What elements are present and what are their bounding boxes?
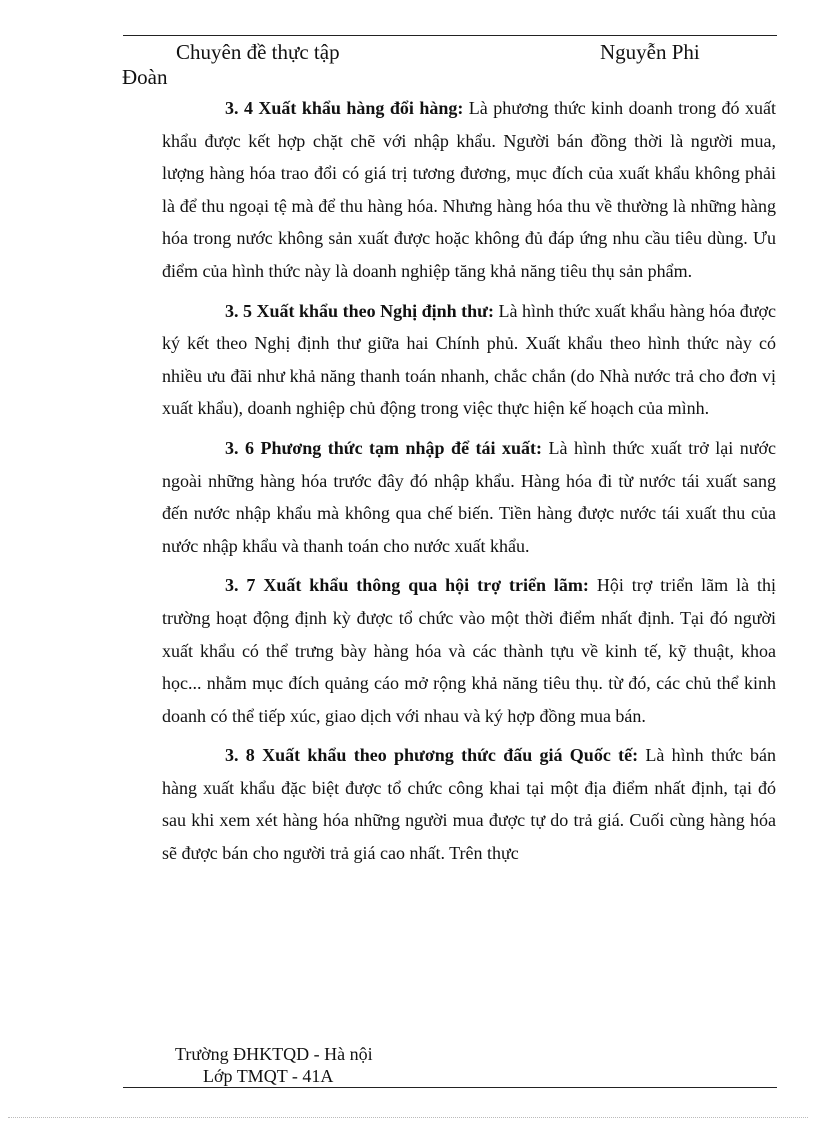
section-3-6 — [162, 432, 776, 562]
header-rule — [123, 35, 777, 36]
section-3-8 — [162, 739, 776, 869]
section-3-7 — [162, 569, 776, 732]
page-edge-dotted-line — [8, 1117, 808, 1118]
header-author: Nguyễn Phi — [600, 40, 700, 64]
header-author-continuation: Đoàn — [122, 65, 168, 89]
section-text: Hội trợ triển lãm là thị trường hoạt động định kỳ được tổ chức vào một thời điểm nhất định. Tại đó người xuất khẩu có thể trưng bày hàng hóa và các thành tựu về kinh tế, kỹ thuật, khoa học... nhằm mục đích quảng cáo mở rộng khả năng tiêu thụ. từ đó, các chủ thể kinh doanh có thể tiếp xúc, giao dịch với nhau và ký hợp đồng mua bán. — [162, 575, 777, 726]
footer-class: Lớp TMQT - 41A — [203, 1066, 334, 1086]
document-body — [162, 92, 776, 877]
section-heading: 3. 8 Xuất khẩu theo phương thức đấu giá Quốc tế: — [225, 745, 639, 766]
header-title: Chuyên đề thực tập — [176, 40, 340, 64]
section-3-5 — [162, 295, 776, 425]
section-text: Là phương thức kinh doanh trong đó xuất khẩu được kết hợp chặt chẽ với nhập khẩu. Người bán đồng thời là người mua, lượng hàng hóa trao đổi có giá trị tương đương, mục đích của xuất khẩu không phải là để thu ngoại tệ mà để thu hàng hóa. Nhưng hàng hóa thu về thường là những hàng hóa trong nước không sản xuất được hoặc không đủ đáp ứng nhu cầu tiêu dùng. Ưu điểm của hình thức này là doanh nghiệp tăng khả năng tiêu thụ sản phẩm. — [162, 98, 776, 281]
section-3-4 — [162, 92, 776, 288]
section-text: Là hình thức xuất trở lại nước ngoài những hàng hóa trước đây đó nhập khẩu. Hàng hóa đi từ nước tái xuất sang đến nước nhập khẩu mà không qua chế biến. Tiền hàng được nước tái xuất thu của nước nhập khẩu và thanh toán cho nước xuất khẩu. — [162, 437, 776, 556]
section-heading: 3. 4 Xuất khẩu hàng đổi hàng: — [225, 98, 464, 118]
footer-rule — [123, 1087, 777, 1088]
section-heading: 3. 5 Xuất khẩu theo Nghị định thư: — [225, 300, 494, 321]
section-heading: 3. 7 Xuất khẩu thông qua hội trợ triển lãm: — [225, 575, 589, 596]
section-text: Là hình thức bán hàng xuất khẩu đặc biệt được tổ chức công khai tại một địa điểm nhất định, tại đó sau khi xem xét hàng hóa những người mua được tự do trả giá. Cuối cùng hàng hóa sẽ được bán cho người trả giá cao nhất. Trên thực — [162, 745, 776, 864]
section-text: Là hình thức xuất khẩu hàng hóa được ký kết theo Nghị định thư giữa hai Chính phủ. Xuất khẩu theo hình thức này có nhiều ưu đãi như khả năng thanh toán nhanh, chắc chắn (do Nhà nước trả cho đơn vị xuất khẩu), doanh nghiệp chủ động trong việc thực hiện kế hoạch của mình. — [162, 300, 777, 419]
section-heading: 3. 6 Phương thức tạm nhập để tái xuất: — [225, 437, 543, 458]
footer-school: Trường ĐHKTQD - Hà nội — [175, 1044, 373, 1064]
